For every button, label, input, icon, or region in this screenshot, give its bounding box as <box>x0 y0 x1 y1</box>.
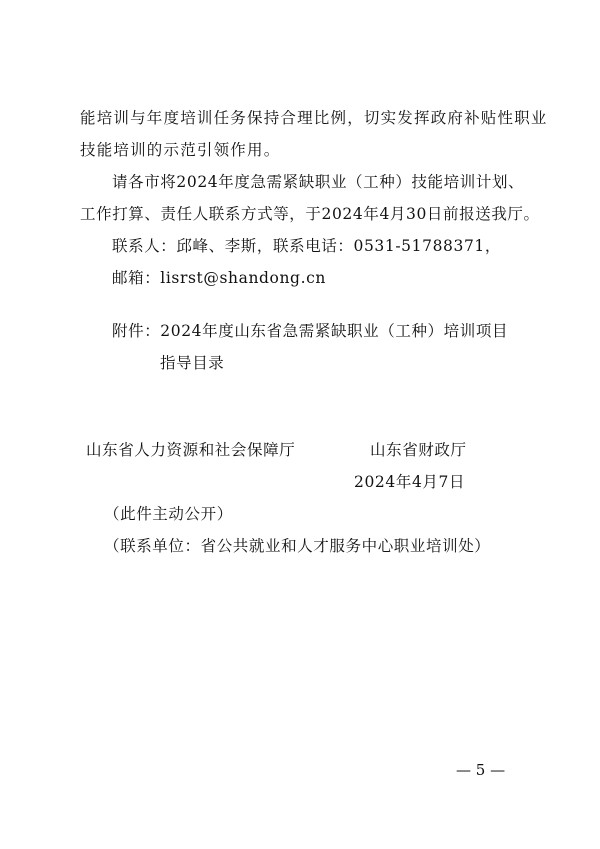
disclosure-note: （此件主动公开） <box>104 505 233 523</box>
page-number: — 5 — <box>456 761 506 779</box>
signature-org-finance: 山东省财政厅 <box>370 441 467 459</box>
body-line-2: 技能培训的示范引领作用。 <box>80 141 281 159</box>
contact-unit-note: （联系单位：省公共就业和人才服务中心职业培训处） <box>104 537 491 555</box>
body-line-4: 工作打算、责任人联系方式等，于2024年4月30日前报送我厅。 <box>80 205 540 223</box>
attachment-line-1: 附件：2024年度山东省急需紧缺职业（工种）培训项目 <box>112 322 509 340</box>
body-line-1: 能培训与年度培训任务保持合理比例，切实发挥政府补贴性职业 <box>80 109 548 127</box>
signature-date: 2024年4月7日 <box>354 473 466 491</box>
contact-email: 邮箱：lisrst@shandong.cn <box>112 269 326 287</box>
attachment-line-2: 指导目录 <box>160 354 225 372</box>
contact-persons: 联系人：邱峰、李斯，联系电话：0531-51788371， <box>112 237 501 255</box>
signature-org-hrss: 山东省人力资源和社会保障厅 <box>86 441 296 459</box>
body-line-3: 请各市将2024年度急需紧缺职业（工种）技能培训计划、 <box>112 173 525 191</box>
